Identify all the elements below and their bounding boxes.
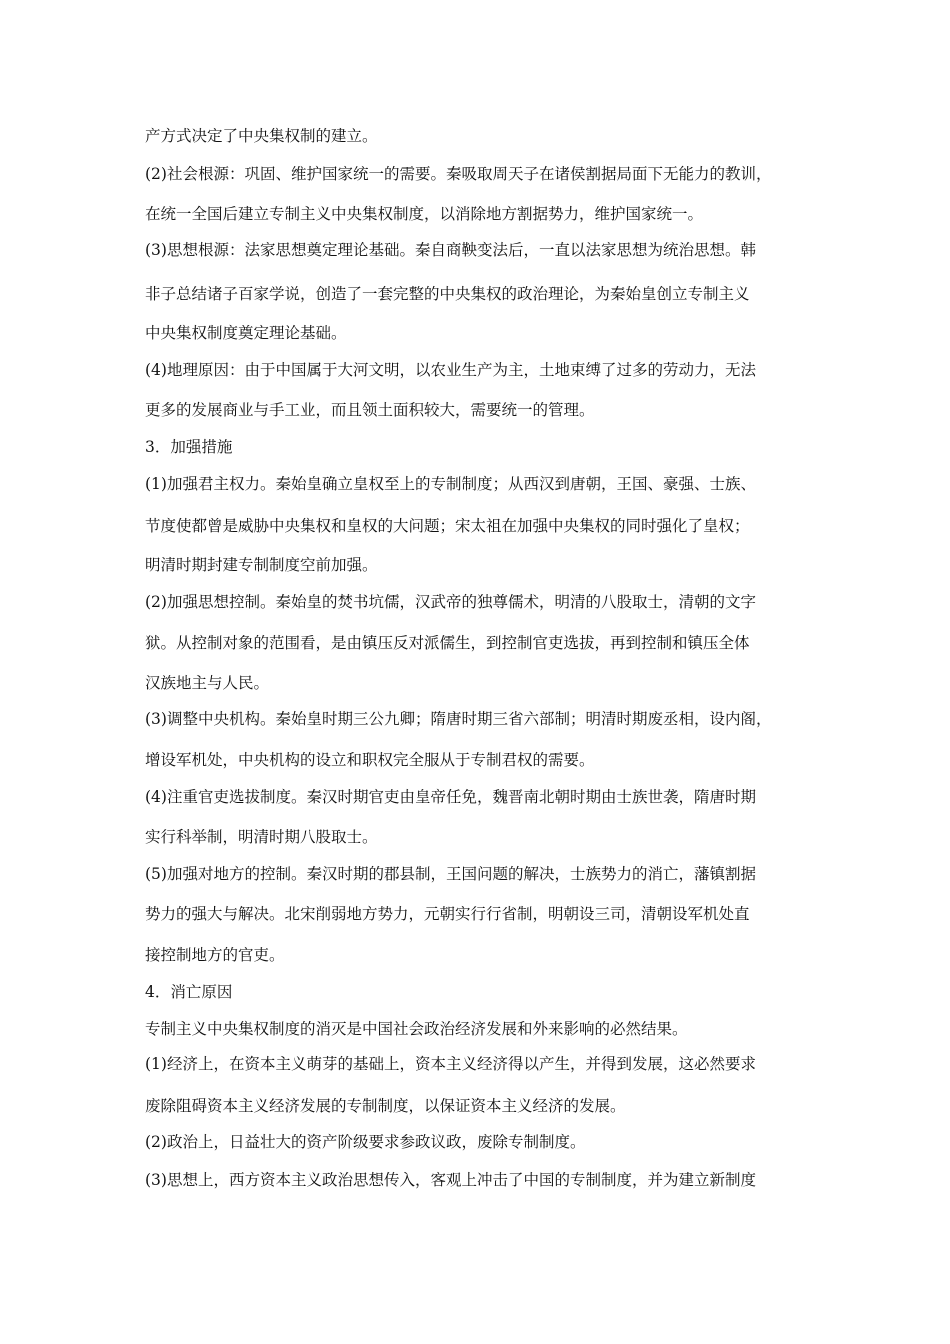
text-line: 实行科举制，明清时期八股取士。 xyxy=(145,828,378,846)
text-line: 更多的发展商业与手工业，而且领土面积较大，需要统一的管理。 xyxy=(145,401,595,419)
text-line: (5)加强对地方的控制。秦汉时期的郡县制，王国问题的解决，士族势力的消亡，藩镇割据 xyxy=(145,865,756,883)
section-heading: 3．加强措施 xyxy=(145,438,233,456)
text-line: 废除阻碍资本主义经济发展的专制制度，以保证资本主义经济的发展。 xyxy=(145,1097,626,1115)
text-line: (3)调整中央机构。秦始皇时期三公九卿；隋唐时期三省六部制；明清时期废丞相，设内阁， xyxy=(145,710,772,728)
text-line: 汉族地主与人民。 xyxy=(145,674,270,692)
text-line: 狱。从控制对象的范围看，是由镇压反对派儒生，到控制官吏选拔，再到控制和镇压全体 xyxy=(145,634,750,652)
text-line: (1)加强君主权力。秦始皇确立皇权至上的专制制度；从西汉到唐朝，王国、豪强、士族、 xyxy=(145,475,756,493)
text-line: 非子总结诸子百家学说，创造了一套完整的中央集权的政治理论，为秦始皇创立专制主义 xyxy=(145,285,750,303)
text-line: 接控制地方的官吏。 xyxy=(145,946,285,964)
text-line: 产方式决定了中央集权制的建立。 xyxy=(145,127,378,145)
text-line: 中央集权制度奠定理论基础。 xyxy=(145,324,347,342)
text-line: (2)社会根源：巩固、维护国家统一的需要。秦吸取周天子在诸侯割据局面下无能力的教训， xyxy=(145,165,772,183)
text-line: 势力的强大与解决。北宋削弱地方势力，元朝实行行省制，明朝设三司，清朝设军机处直 xyxy=(145,905,750,923)
text-line: 明清时期封建专制制度空前加强。 xyxy=(145,556,378,574)
text-line: (3)思想上，西方资本主义政治思想传入，客观上冲击了中国的专制制度，并为建立新制度 xyxy=(145,1171,756,1189)
text-line: (2)政治上，日益壮大的资产阶级要求参政议政，废除专制制度。 xyxy=(145,1133,586,1151)
text-line: 在统一全国后建立专制主义中央集权制度，以消除地方割据势力，维护国家统一。 xyxy=(145,205,704,223)
text-line: (3)思想根源：法家思想奠定理论基础。秦自商鞅变法后，一直以法家思想为统治思想。韩 xyxy=(145,241,756,259)
text-line: (1)经济上，在资本主义萌芽的基础上，资本主义经济得以产生，并得到发展，这必然要求 xyxy=(145,1055,756,1073)
section-heading: 4．消亡原因 xyxy=(145,983,233,1001)
text-line: 节度使都曾是威胁中央集权和皇权的大问题；宋太祖在加强中央集权的同时强化了皇权； xyxy=(145,517,750,535)
text-line: (2)加强思想控制。秦始皇的焚书坑儒，汉武帝的独尊儒术，明清的八股取士，清朝的文字 xyxy=(145,593,756,611)
text-line: (4)地理原因：由于中国属于大河文明，以农业生产为主，土地束缚了过多的劳动力，无法 xyxy=(145,361,756,379)
text-line: (4)注重官吏选拔制度。秦汉时期官吏由皇帝任免，魏晋南北朝时期由士族世袭，隋唐时期 xyxy=(145,788,756,806)
text-line: 增设军机处，中央机构的设立和职权完全服从于专制君权的需要。 xyxy=(145,751,595,769)
text-line: 专制主义中央集权制度的消灭是中国社会政治经济发展和外来影响的必然结果。 xyxy=(145,1020,688,1038)
